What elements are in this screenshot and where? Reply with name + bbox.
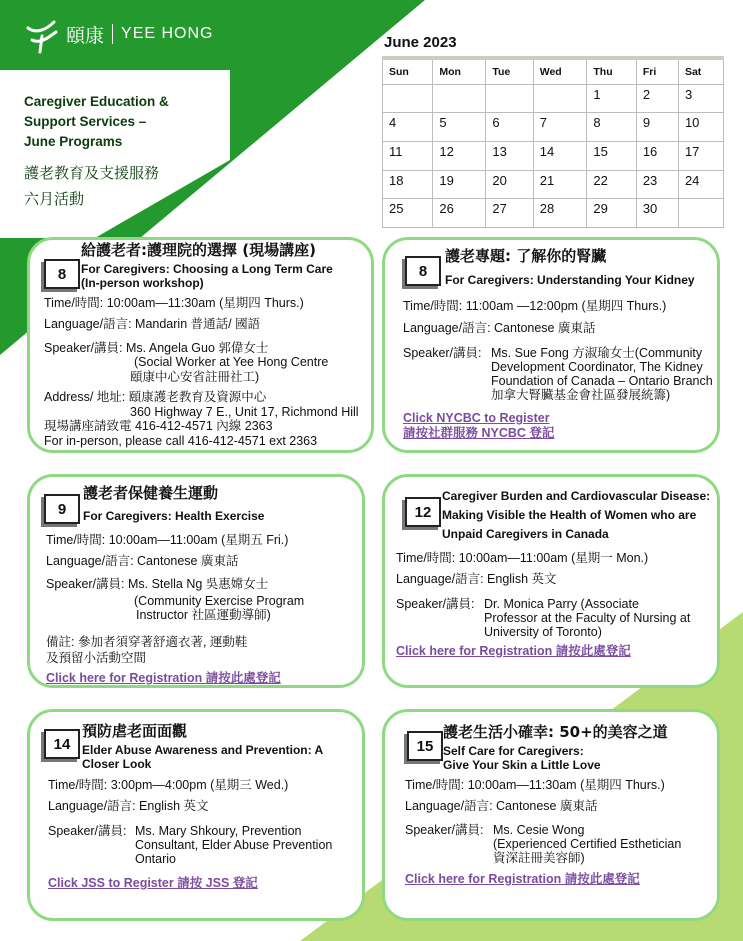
calendar-title: June 2023 bbox=[384, 34, 457, 51]
calendar-day: 17 bbox=[678, 141, 723, 170]
weekday-header: Fri bbox=[636, 58, 678, 84]
event-card-health-exercise bbox=[27, 474, 365, 688]
intro-title-en bbox=[24, 92, 214, 152]
calendar-day: 28 bbox=[533, 199, 587, 228]
event-speaker-detail: Foundation of Canada – Ontario Branch bbox=[491, 374, 713, 388]
brand-name-en: YEE HONG bbox=[121, 25, 214, 42]
calendar-day: 9 bbox=[636, 113, 678, 142]
calendar-day: 24 bbox=[678, 170, 723, 199]
event-language: Language/語言: Mandarin 普通話/ 國語 bbox=[44, 317, 261, 331]
calendar-header-row bbox=[383, 58, 724, 84]
register-link-nycbc-cn[interactable]: 請按社群服務 NYCBC 登記 bbox=[403, 426, 555, 440]
calendar-day: 7 bbox=[533, 113, 587, 142]
event-date-badge: 15 bbox=[407, 731, 443, 761]
calendar-day: 10 bbox=[678, 113, 723, 142]
calendar-day bbox=[486, 84, 533, 113]
calendar-day: 6 bbox=[486, 113, 533, 142]
event-title-cn: 護老生活小確幸: 50+的美容之道 bbox=[443, 723, 668, 741]
calendar-day: 16 bbox=[636, 141, 678, 170]
event-title-cn: 護老專題: 了解你的腎臟 bbox=[445, 247, 607, 265]
leaf-figure-icon bbox=[24, 14, 60, 54]
event-speaker-detail: (Experienced Certified Esthetician bbox=[493, 837, 682, 851]
event-time: Time/時間: 10:00am—11:00am (星期一 Mon.) bbox=[396, 551, 649, 565]
event-speaker-detail: Consultant, Elder Abuse Prevention bbox=[135, 838, 333, 852]
event-date-badge: 8 bbox=[44, 259, 80, 289]
register-link[interactable]: Click here for Registration 請按此處登記 bbox=[396, 644, 631, 658]
intro-en-line: Caregiver Education & bbox=[24, 94, 169, 109]
event-title-en: Closer Look bbox=[82, 757, 152, 771]
calendar-day: 13 bbox=[486, 141, 533, 170]
calendar-week bbox=[383, 141, 724, 170]
calendar-day: 29 bbox=[587, 199, 636, 228]
calendar-week bbox=[383, 84, 724, 113]
event-title-en: For Caregivers: Understanding Your Kidney bbox=[445, 273, 695, 287]
calendar-day: 19 bbox=[433, 170, 486, 199]
intro-title-cn bbox=[24, 160, 214, 212]
event-time: Time/時間: 10:00am—11:30am (星期四 Thurs.) bbox=[44, 296, 304, 310]
calendar-day bbox=[383, 84, 433, 113]
event-language: Language/語言: Cantonese 廣東話 bbox=[403, 321, 596, 335]
calendar-day: 15 bbox=[587, 141, 636, 170]
intro-en-line: June Programs bbox=[24, 134, 123, 149]
calendar-day: 27 bbox=[486, 199, 533, 228]
calendar-day bbox=[433, 84, 486, 113]
event-time: Time/時間: 10:00am—11:00am (星期五 Fri.) bbox=[46, 533, 289, 547]
calendar-day: 22 bbox=[587, 170, 636, 199]
calendar-day bbox=[678, 199, 723, 228]
event-phone-note: For in-person, please call 416-412-4571 ext 2363 bbox=[44, 434, 318, 448]
event-title-en: For Caregivers: Health Exercise bbox=[83, 509, 265, 523]
event-speaker: Speaker/講員: Ms. Angela Guo 郭偉女士 bbox=[44, 341, 269, 355]
event-card-ltc-workshop bbox=[27, 237, 374, 453]
weekday-header: Sun bbox=[383, 58, 433, 84]
calendar-day: 12 bbox=[433, 141, 486, 170]
event-note: 備註: 參加者須穿著舒適衣著, 運動鞋 bbox=[46, 635, 248, 649]
event-title-en: Give Your Skin a Little Love bbox=[443, 758, 601, 772]
event-speaker-label: Speaker/講員: bbox=[396, 597, 475, 611]
event-speaker-detail: 頤康中心安省註冊社工) bbox=[130, 370, 260, 384]
intro-cn-line: 六月活動 bbox=[24, 190, 85, 208]
event-title-en: Caregiver Burden and Cardiovascular Disease: bbox=[442, 489, 711, 503]
register-link[interactable]: Click here for Registration 請按此處登記 bbox=[405, 872, 640, 886]
register-link-nycbc[interactable]: Click NYCBC to Register bbox=[403, 411, 550, 425]
calendar-grid bbox=[382, 56, 724, 228]
event-title-cn: 護老者保健養生運動 bbox=[83, 484, 219, 502]
calendar-day: 4 bbox=[383, 113, 433, 142]
weekday-header: Mon bbox=[433, 58, 486, 84]
intro-heading bbox=[24, 92, 214, 212]
event-speaker-detail: Ms. Cesie Wong bbox=[493, 823, 585, 837]
calendar-day: 1 bbox=[587, 84, 636, 113]
event-speaker-detail: (Community Exercise Program bbox=[134, 594, 305, 608]
calendar-day: 14 bbox=[533, 141, 587, 170]
calendar-day: 30 bbox=[636, 199, 678, 228]
calendar-day: 25 bbox=[383, 199, 433, 228]
event-speaker: Speaker/講員: Ms. Stella Ng 吳惠嫦女士 bbox=[46, 577, 269, 591]
weekday-header: Tue bbox=[486, 58, 533, 84]
event-date-badge: 8 bbox=[405, 256, 441, 286]
event-title-en: Unpaid Caregivers in Canada bbox=[442, 527, 609, 541]
event-title-en: Making Visible the Health of Women who are bbox=[442, 508, 697, 522]
event-title-en: Self Care for Caregivers: bbox=[443, 744, 584, 758]
event-title-en: (In-person workshop) bbox=[81, 276, 204, 290]
event-card-caregiver-burden bbox=[382, 474, 720, 688]
event-speaker-label: Speaker/講員: bbox=[403, 346, 482, 360]
event-date-badge: 14 bbox=[44, 729, 80, 759]
calendar-day: 23 bbox=[636, 170, 678, 199]
event-address: 360 Highway 7 E., Unit 17, Richmond Hill bbox=[130, 405, 359, 419]
event-speaker-detail: 資深註冊美容師) bbox=[493, 851, 585, 865]
calendar-day: 5 bbox=[433, 113, 486, 142]
calendar-day: 21 bbox=[533, 170, 587, 199]
calendar-week bbox=[383, 170, 724, 199]
event-speaker-detail: Ms. Sue Fong 方淑瑜女士(Community bbox=[491, 346, 703, 360]
event-card-elder-abuse bbox=[27, 709, 365, 921]
event-speaker-detail: University of Toronto) bbox=[484, 625, 602, 639]
event-speaker-label: Speaker/講員: bbox=[48, 824, 127, 838]
event-speaker-detail: Dr. Monica Parry (Associate bbox=[484, 597, 639, 611]
calendar-week bbox=[383, 199, 724, 228]
calendar-day bbox=[533, 84, 587, 113]
event-title-en: For Caregivers: Choosing a Long Term Care bbox=[81, 262, 333, 276]
event-language: Language/語言: English 英文 bbox=[396, 572, 557, 586]
calendar-day: 3 bbox=[678, 84, 723, 113]
event-speaker-detail: Ontario bbox=[135, 852, 176, 866]
intro-en-line: Support Services – bbox=[24, 114, 147, 129]
event-time: Time/時間: 3:00pm—4:00pm (星期三 Wed.) bbox=[48, 778, 289, 792]
event-title-cn: 預防虐老面面觀 bbox=[82, 722, 188, 740]
brand-name-cn: 頤康 bbox=[66, 24, 105, 47]
event-title-en: Elder Abuse Awareness and Prevention: A bbox=[82, 743, 324, 757]
calendar-day: 20 bbox=[486, 170, 533, 199]
weekday-header: Sat bbox=[678, 58, 723, 84]
event-speaker-detail: 加拿大腎臟基金會社區發展統籌) bbox=[491, 388, 671, 402]
event-speaker-detail: Ms. Mary Shkoury, Prevention bbox=[135, 824, 302, 838]
calendar-week bbox=[383, 113, 724, 142]
register-link-jss[interactable]: Click JSS to Register 請按 JSS 登記 bbox=[48, 876, 258, 890]
event-card-kidney bbox=[382, 237, 720, 453]
event-speaker-label: Speaker/講員: bbox=[405, 823, 484, 837]
calendar-day: 26 bbox=[433, 199, 486, 228]
event-title-cn: 給護老者:護理院的選擇 (現場講座) bbox=[81, 241, 316, 259]
event-speaker-detail: Instructor 社區運動導師) bbox=[136, 608, 271, 622]
event-language: Language/語言: Cantonese 廣東話 bbox=[46, 554, 239, 568]
event-speaker-detail: Professor at the Faculty of Nursing at bbox=[484, 611, 691, 625]
event-date-badge: 9 bbox=[44, 494, 80, 524]
yee-hong-logo bbox=[24, 14, 213, 54]
calendar-day: 8 bbox=[587, 113, 636, 142]
event-language: Language/語言: Cantonese 廣東話 bbox=[405, 799, 598, 813]
event-date-badge: 12 bbox=[405, 497, 441, 527]
calendar-day: 2 bbox=[636, 84, 678, 113]
event-time: Time/時間: 11:00am —12:00pm (星期四 Thurs.) bbox=[403, 299, 667, 313]
intro-cn-line: 護老教育及支援服務 bbox=[24, 164, 160, 182]
event-time: Time/時間: 10:00am—11:30am (星期四 Thurs.) bbox=[405, 778, 665, 792]
event-card-self-care bbox=[382, 709, 720, 921]
event-speaker-detail: Development Coordinator, The Kidney bbox=[491, 360, 703, 374]
event-phone-note: 現場講座請致電 416-412-4571 內線 2363 bbox=[44, 419, 273, 433]
weekday-header: Thu bbox=[587, 58, 636, 84]
event-speaker-detail: (Social Worker at Yee Hong Centre bbox=[134, 355, 329, 369]
event-address: Address/ 地址: 頤康護老教育及資源中心 bbox=[44, 390, 267, 404]
calendar-day: 11 bbox=[383, 141, 433, 170]
weekday-header: Wed bbox=[533, 58, 587, 84]
event-language: Language/語言: English 英文 bbox=[48, 799, 209, 813]
calendar-day: 18 bbox=[383, 170, 433, 199]
register-link[interactable]: Click here for Registration 請按此處登記 bbox=[46, 671, 281, 685]
logo-divider bbox=[112, 24, 113, 44]
event-note: 及預留小活動空間 bbox=[46, 651, 147, 665]
